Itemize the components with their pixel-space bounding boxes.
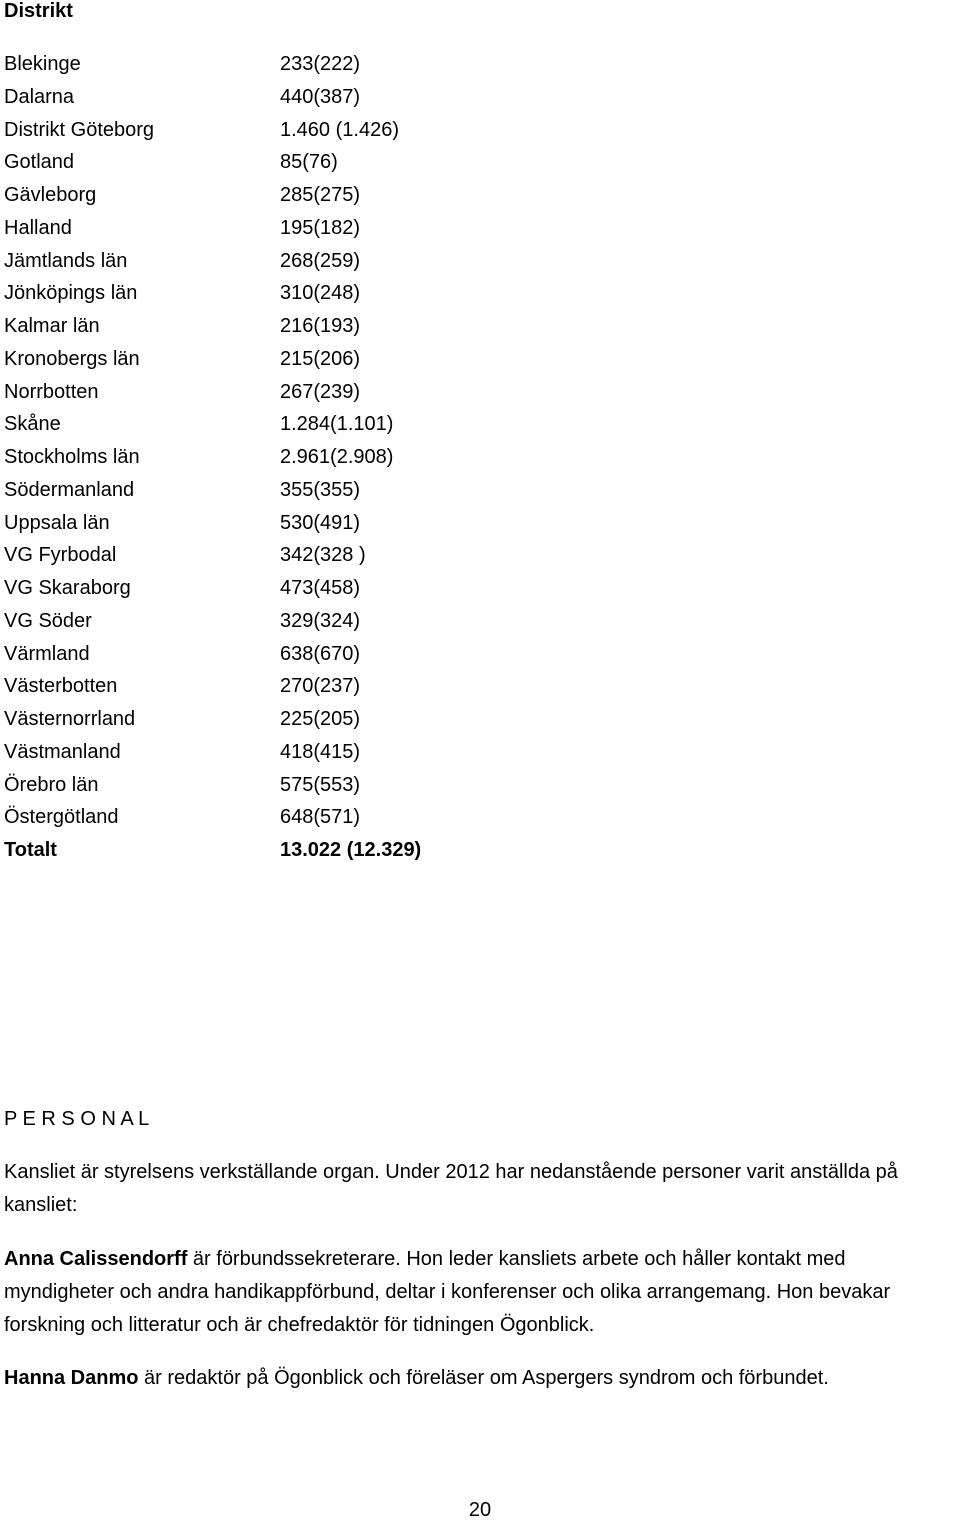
district-member-count: 216(193) xyxy=(280,315,361,337)
district-name: Jämtlands län xyxy=(4,249,128,272)
district-table xyxy=(4,51,604,870)
district-name: Norrbotten xyxy=(4,380,99,403)
district-name: Jönköpings län xyxy=(4,282,138,305)
person-paragraph-hanna xyxy=(4,1362,958,1395)
district-name: Västmanland xyxy=(4,740,121,763)
district-member-count: 1.460 (1.426) xyxy=(280,118,399,141)
district-row xyxy=(4,280,604,313)
district-row xyxy=(4,248,604,281)
district-name: Kalmar län xyxy=(4,315,100,337)
district-name: Östergötland xyxy=(4,806,119,829)
person-name-hanna: Hanna Danmo xyxy=(4,1367,139,1389)
district-member-count: 85(76) xyxy=(280,151,338,174)
total-row xyxy=(4,837,604,870)
person-description-hanna: är redaktör på Ögonblick och föreläser om Aspergers syndrom och förbundet. xyxy=(138,1367,829,1389)
district-member-count: 638(670) xyxy=(280,642,361,665)
district-name: VG Fyrbodal xyxy=(4,544,117,567)
district-row xyxy=(4,346,604,379)
district-row xyxy=(4,510,604,543)
total-label: Totalt xyxy=(4,839,57,861)
district-member-count: 285(275) xyxy=(280,184,361,206)
district-row xyxy=(4,706,604,739)
district-name: Uppsala län xyxy=(4,511,110,534)
district-name: Blekinge xyxy=(4,53,81,75)
district-row xyxy=(4,444,604,477)
section-heading-personal: P E R S O N A L xyxy=(4,1108,150,1130)
district-member-count: 355(355) xyxy=(280,478,361,501)
district-member-count: 268(259) xyxy=(280,249,361,272)
district-row xyxy=(4,641,604,674)
district-name: Dalarna xyxy=(4,85,75,108)
district-row xyxy=(4,804,604,837)
district-row xyxy=(4,51,604,84)
person-description-anna: är förbundssekreterare. Hon leder kansliets arbete och håller kontakt med myndigheter och andra handikappförbund, deltar i konferenser och olika arrangemang. Hon bevakar forskning och litteratur och är chefredaktör för tidningen Ögonblick. xyxy=(4,1248,891,1336)
district-member-count: 329(324) xyxy=(280,609,361,632)
district-member-count: 440(387) xyxy=(280,85,361,108)
district-row xyxy=(4,84,604,117)
district-member-count: 1.284(1.101) xyxy=(280,413,394,436)
person-name-anna: Anna Calissendorff xyxy=(4,1248,188,1270)
district-member-count: 530(491) xyxy=(280,511,361,534)
district-row xyxy=(4,379,604,412)
district-name: Södermanland xyxy=(4,478,135,501)
district-name: Västernorrland xyxy=(4,708,136,730)
district-row xyxy=(4,477,604,510)
district-member-count: 270(237) xyxy=(280,675,361,698)
total-value: 13.022 (12.329) xyxy=(280,839,422,861)
person-paragraph-anna xyxy=(4,1243,958,1341)
district-member-count: 342(328 ) xyxy=(280,544,366,567)
district-name: Kronobergs län xyxy=(4,347,140,370)
district-row xyxy=(4,149,604,182)
district-row xyxy=(4,542,604,575)
district-member-count: 575(553) xyxy=(280,773,361,796)
district-name: Gävleborg xyxy=(4,184,97,206)
section-heading-distrikt: Distrikt xyxy=(4,0,73,22)
district-name: Halland xyxy=(4,216,72,239)
district-name: Västerbotten xyxy=(4,675,118,698)
district-member-count: 473(458) xyxy=(280,577,361,599)
district-name: Värmland xyxy=(4,642,90,665)
district-row xyxy=(4,215,604,248)
district-name: VG Skaraborg xyxy=(4,577,131,599)
personal-intro-paragraph: Kansliet är styrelsens verkställande organ. Under 2012 har nedanstående personer varit anställda på kansliet: xyxy=(4,1161,898,1216)
district-name: VG Söder xyxy=(4,609,92,632)
page-number: 20 xyxy=(468,1499,492,1521)
district-member-count: 195(182) xyxy=(280,216,361,239)
district-member-count: 233(222) xyxy=(280,53,361,75)
district-name: Skåne xyxy=(4,413,61,436)
district-name: Distrikt Göteborg xyxy=(4,118,155,141)
district-name: Stockholms län xyxy=(4,446,140,468)
district-row xyxy=(4,739,604,772)
district-member-count: 267(239) xyxy=(280,380,361,403)
district-row xyxy=(4,608,604,641)
district-row xyxy=(4,182,604,215)
district-row xyxy=(4,117,604,150)
district-member-count: 2.961(2.908) xyxy=(280,446,394,468)
district-row xyxy=(4,313,604,346)
district-member-count: 418(415) xyxy=(280,740,361,763)
district-member-count: 225(205) xyxy=(280,708,361,730)
district-member-count: 215(206) xyxy=(280,347,361,370)
district-member-count: 310(248) xyxy=(280,282,361,305)
district-name: Gotland xyxy=(4,151,75,174)
district-row xyxy=(4,411,604,444)
district-row xyxy=(4,673,604,706)
district-row xyxy=(4,575,604,608)
district-row xyxy=(4,772,604,805)
district-name: Örebro län xyxy=(4,773,99,796)
district-member-count: 648(571) xyxy=(280,806,361,829)
